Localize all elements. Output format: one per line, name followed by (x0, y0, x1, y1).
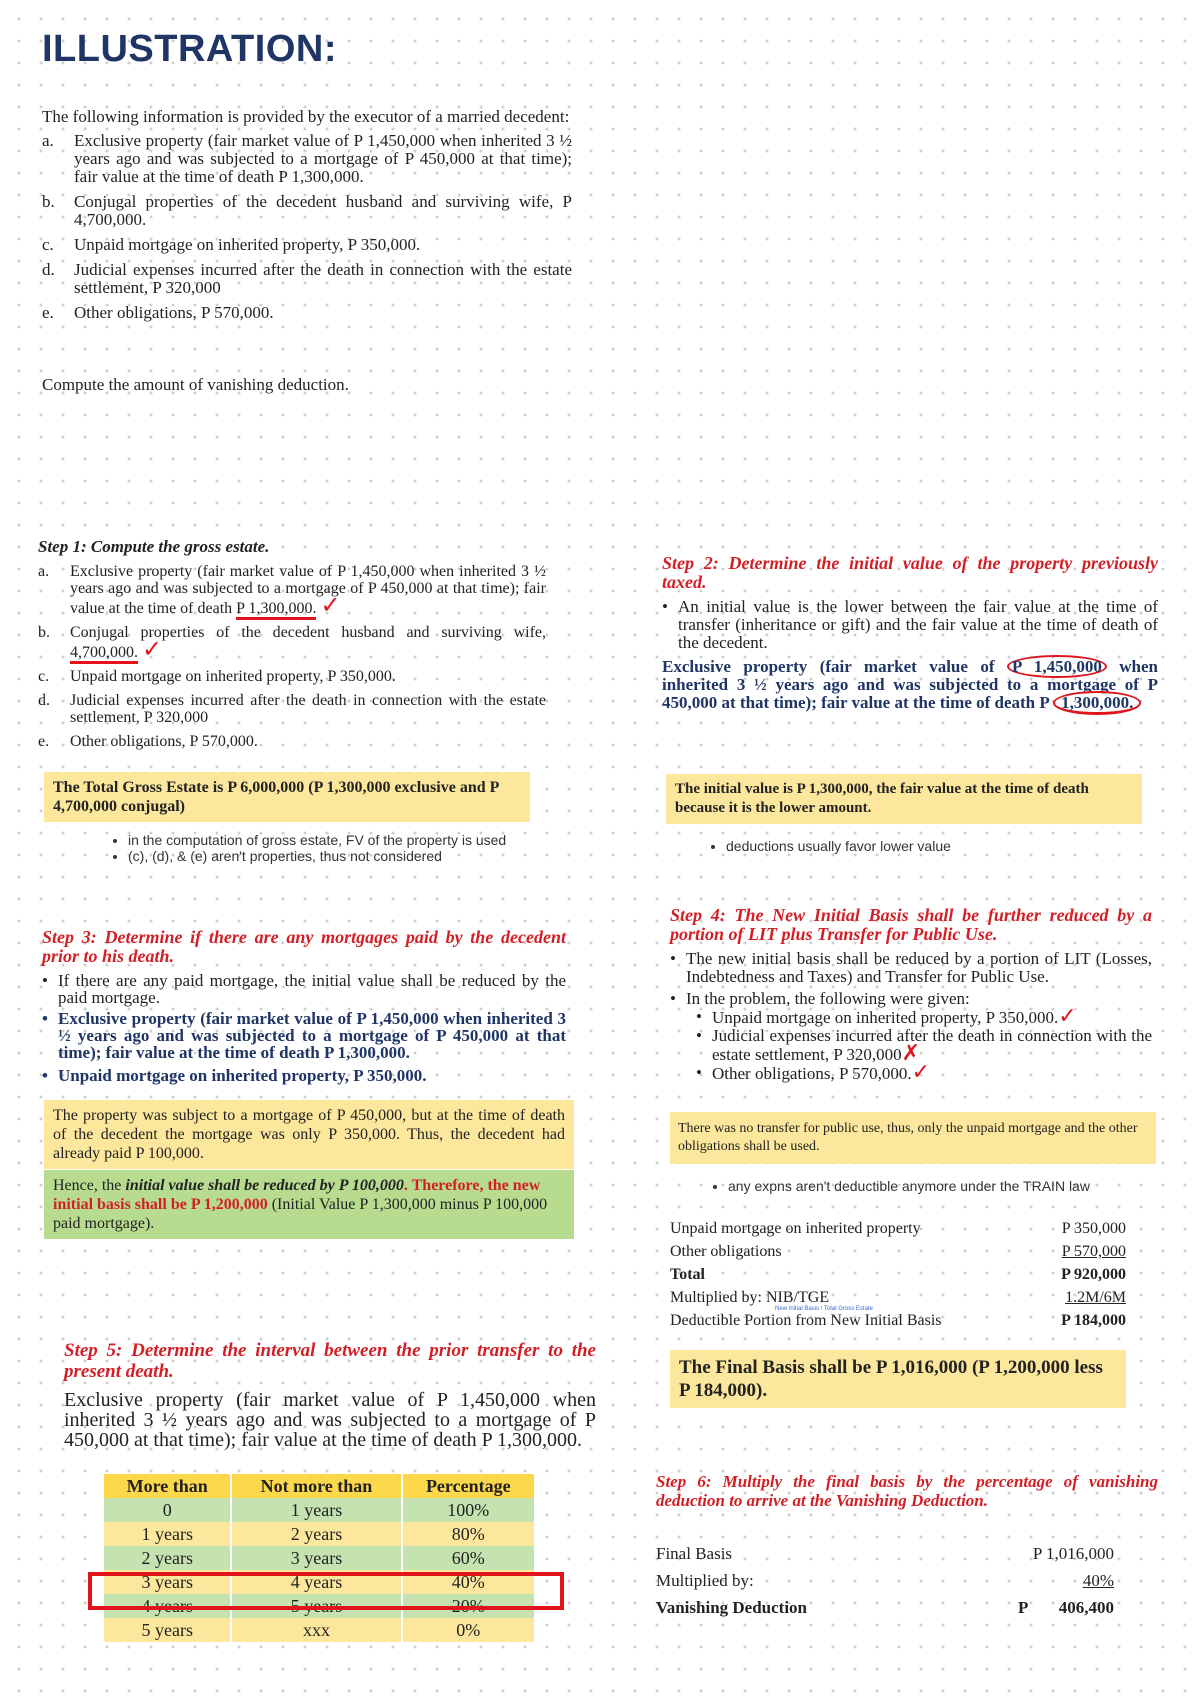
list-item: • In the problem, the following were given: (670, 990, 1152, 1008)
mortgage-box: The property was subject to a mortgage of P 450,000, but at the time of death of the decedent the mortgage was only P 350,000. Thus, the decedent had already paid P 100,000. (44, 1100, 574, 1169)
step1-list (38, 563, 546, 750)
highlight-rectangle (88, 1572, 564, 1610)
vanishing-computation (656, 1544, 1114, 1625)
page-title: ILLUSTRATION: (42, 28, 337, 70)
checkmark-icon: ✓ (142, 635, 163, 663)
step2-section (662, 554, 1158, 712)
circled-value: P 1,450,000 (1007, 655, 1107, 678)
step3-title: Step 3: Determine if there are any mortgages paid by the decedent prior to his death. (42, 927, 566, 966)
circled-value: 1,300,000. (1053, 691, 1141, 715)
gross-estate-box: The Total Gross Estate is P 6,000,000 (P 1,300,000 exclusive and P 4,700,000 conjugal) (44, 772, 530, 822)
initial-value-box: The initial value is P 1,300,000, the fair value at the time of death because it is the lower amount. (666, 774, 1142, 824)
column-header: Percentage (402, 1474, 535, 1498)
lit-computation (670, 1220, 1126, 1335)
checkmark-icon: ✓ (1058, 1004, 1077, 1029)
step2-list (662, 598, 1158, 652)
list-item: • The new initial basis shall be reduced by a portion of LIT (Losses, Indebtedness and Taxes) and Transfer for Public Use. (670, 950, 1152, 986)
nib-annotation: New Initial Basis / Total Gross Estate (775, 1306, 873, 1312)
table-row-highlighted: 3 years 4 years 40% (104, 1570, 535, 1594)
list-item: a. Exclusive property (fair market value of P 1,450,000 when inherited 3 ½ years ago and was subjected to a mortgage of P 450,000 at that time); fair value at the time of death P 1,300,000. (42, 131, 572, 186)
calc-row: Unpaid mortgage on inherited property P 350,000 (670, 1220, 1126, 1237)
list-item: b. Conjugal properties of the decedent husband and surviving wife, P 4,700,000. (42, 192, 572, 229)
table-row: 0 1 years 100% (104, 1498, 535, 1522)
step4-list (670, 950, 1152, 1008)
note-item: • (c), (d), & (e) aren't properties, thus not considered (128, 848, 506, 864)
list-item: • Unpaid mortgage on inherited property, P 350,000. (42, 1067, 566, 1084)
step1-notes (110, 832, 506, 864)
step5-section (64, 1340, 596, 1450)
note-item: • in the computation of gross estate, FV of the property is used (128, 832, 506, 848)
list-item: c. Unpaid mortgage on inherited property, P 350,000. (42, 235, 421, 254)
table-header-row (104, 1474, 535, 1498)
list-item: e. Other obligations, P 570,000. (38, 733, 258, 750)
calc-row: Vanishing Deduction 406,400 P (656, 1598, 1114, 1617)
table-row: 4 years 5 years 20% (104, 1594, 535, 1618)
x-mark-icon: ✗ (901, 1041, 921, 1066)
list-item: e. Other obligations, P 570,000. (42, 303, 274, 322)
highlight-underline: P 1,300,000. (236, 600, 316, 620)
step5-text: Exclusive property (fair market value of P 1,450,000 when inherited 3 ½ years ago and was subjected to a mortgage of P 450,000 at that time); fair value at the time of death P 1,300,000. (64, 1389, 596, 1451)
list-item: • Other obligations, P 570,000.✓ (696, 1064, 1152, 1083)
highlight-underline: 4,700,000. (70, 644, 138, 664)
checkmark-icon: ✓ (911, 1060, 931, 1085)
vanishing-percentage-table (104, 1474, 536, 1642)
table-row: 1 years 2 years 80% (104, 1522, 535, 1546)
step4-note (710, 1178, 1090, 1194)
step4-title: Step 4: The New Initial Basis shall be further reduced by a portion of LIT plus Transfer for Public Use. (670, 905, 1152, 944)
calc-row: Total P 920,000 (670, 1266, 1126, 1283)
list-item: • Unpaid mortgage on inherited property, P 350,000.✓ (696, 1008, 1152, 1027)
list-item: • Judicial expenses incurred after the death in connection with the estate settlement, P 320,000✗ (696, 1027, 1152, 1064)
intro-text: The following information is provided by the executor of a married decedent: (42, 107, 570, 126)
calc-row: Multiplied by: NIB/TGE 1.2M/6M New Initial Basis / Total Gross Estate (670, 1289, 1126, 1312)
step2-property-text: Exclusive property (fair market value of P 1,450,000 when inherited 3 ½ years ago and was subjected to a mortgage of P 450,000 at that time); fair value at the time of death P 1,300,000. (662, 658, 1158, 712)
question-text: Compute the amount of vanishing deduction. (42, 375, 349, 394)
step5-title: Step 5: Determine the interval between the prior transfer to the present death. (64, 1340, 596, 1382)
public-use-box: There was no transfer for public use, thus, only the unpaid mortgage and the other obligations shall be used. (670, 1112, 1156, 1164)
note-item: • any expns aren't deductible anymore under the TRAIN law (728, 1178, 1090, 1194)
list-item: a. Exclusive property (fair market value of P 1,450,000 when inherited 3 ½ years ago and was subjected to a mortgage of P 450,000 at that time); fair value at the time of death P 1,300,000. ✓ (38, 563, 546, 619)
list-item: b. Conjugal properties of the decedent husband and surviving wife, 4,700,000. ✓ (38, 624, 546, 663)
list-item: • If there are any paid mortgage, the initial value shall be reduced by the paid mortgage. (42, 972, 566, 1006)
step3-section (42, 928, 566, 1084)
list-item: c. Unpaid mortgage on inherited property, P 350,000. (38, 668, 396, 685)
step1-section (38, 538, 546, 757)
step3-list (42, 972, 566, 1084)
step2-title: Step 2: Determine the initial value of the property previously taxed. (662, 553, 1158, 592)
step4-section (670, 906, 1152, 1083)
step6-title: Step 6: Multiply the final basis by the percentage of vanishing deduction to arrive at the Vanishing Deduction. (656, 1472, 1158, 1510)
list-item: d. Judicial expenses incurred after the death in connection with the estate settlement, P 320,000 (42, 260, 572, 297)
step1-title: Step 1: Compute the gross estate. (38, 537, 270, 556)
step4-sublist (696, 1004, 1152, 1085)
note-item: • deductions usually favor lower value (726, 838, 951, 854)
calc-row: Multiplied by: 40% (656, 1571, 1114, 1590)
checkmark-icon: ✓ (320, 591, 341, 619)
intro-list (42, 132, 572, 322)
table-row: 2 years 3 years 60% (104, 1546, 535, 1570)
calc-row: Other obligations P 570,000 (670, 1243, 1126, 1260)
list-item: • An initial value is the lower between the fair value at the time of transfer (inheritance or gift) and the fair value at the time of death of the decedent. (662, 598, 1158, 652)
step2-note (708, 838, 951, 854)
intro-section (42, 108, 572, 329)
final-basis-box: The Final Basis shall be P 1,016,000 (P 1,200,000 less P 184,000). (670, 1350, 1126, 1408)
list-item: • Exclusive property (fair market value of P 1,450,000 when inherited 3 ½ years ago and was subjected to a mortgage of P 450,000 at that time); fair value at the time of death P 1,300,000. (42, 1010, 566, 1061)
calc-row: Deductible Portion from New Initial Basis P 184,000 (670, 1312, 1126, 1329)
new-initial-basis-box: Hence, the initial value shall be reduced by P 100,000. Therefore, the new initial basis shall be P 1,200,000 (Initial Value P 1,300,000 minus P 100,000 paid mortgage). (44, 1170, 574, 1239)
table-row: 5 years xxx 0% (104, 1618, 535, 1642)
list-item: d. Judicial expenses incurred after the death in connection with the estate settlement, P 320,000 (38, 692, 546, 726)
column-header: Not more than (231, 1474, 401, 1498)
column-header: More than (104, 1474, 231, 1498)
calc-row: Final Basis P 1,016,000 (656, 1544, 1114, 1563)
